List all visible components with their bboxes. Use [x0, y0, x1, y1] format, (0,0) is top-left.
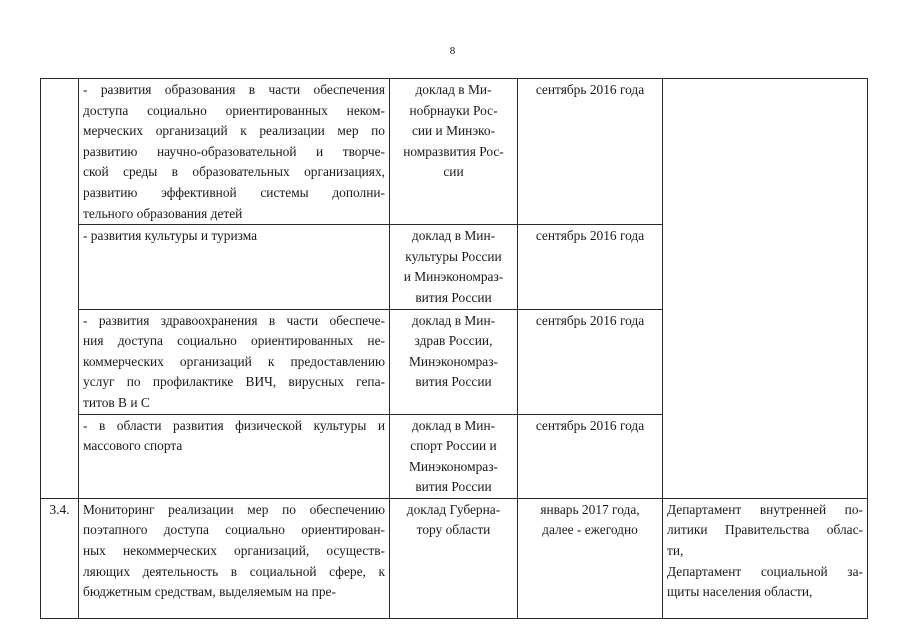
text-line: сии и Минэко- — [411, 123, 496, 139]
text-line: вития России — [415, 374, 492, 390]
text-line: ляющих деятельность в социальной сфере, к — [83, 563, 385, 579]
text-line: доклад в Мин- — [411, 312, 496, 328]
measure-text-cell — [79, 79, 390, 225]
text-line: Департамент социальной за- — [667, 563, 863, 579]
text-line: бюджетным средствам, выделяемым на пре- — [83, 584, 336, 600]
deadline-cell — [518, 498, 663, 618]
text-line: сии — [443, 164, 464, 180]
text-line: - в области развития физической культуры и — [83, 417, 385, 433]
text-line: Мониторинг реализации мер по обеспечению — [83, 501, 385, 517]
text-line: ти, — [667, 543, 684, 559]
deadline-cell: сентябрь 2016 года — [518, 414, 663, 498]
executor-cell — [663, 498, 868, 618]
text-line: - развития образования в части обеспечения — [83, 82, 385, 97]
text-line: вития России — [415, 289, 492, 305]
report-form-cell — [390, 309, 518, 414]
text-line: мерческих организаций к реализации мер по — [83, 123, 385, 139]
measure-text-cell — [79, 414, 390, 498]
text-line: коммерческих организаций к предоставлению — [83, 353, 385, 369]
text-line: доклад в Ми- — [415, 82, 492, 97]
text-line: доклад в Мин- — [411, 417, 496, 433]
text-line: - развития культуры и туризма — [83, 228, 258, 244]
text-line: далее - ежегодно — [542, 522, 638, 538]
deadline-cell: сентябрь 2016 года — [518, 79, 663, 225]
deadline-cell: сентябрь 2016 года — [518, 225, 663, 309]
deadline-cell: сентябрь 2016 года — [518, 309, 663, 414]
text-line: литики Правительства облас- — [667, 522, 863, 538]
text-line: культуры России — [405, 248, 502, 264]
text-line: январь 2017 года, — [540, 501, 640, 517]
report-form-cell — [390, 225, 518, 309]
text-line: вития России — [415, 479, 492, 495]
text-line: поэтапного доступа социально ориентирован- — [83, 522, 385, 538]
text-line: ния доступа социально ориентированных не- — [83, 333, 385, 349]
measure-text-cell — [79, 225, 390, 309]
table-body — [41, 79, 868, 619]
report-form-cell — [390, 79, 518, 225]
text-line: услуг по профилактике ВИЧ, вирусных гепа- — [83, 374, 385, 390]
text-line: доклад Губерна- — [406, 501, 501, 517]
text-line: спорт России и — [410, 438, 497, 454]
row-number-cell: 3.4. — [41, 498, 79, 618]
report-form-cell — [390, 414, 518, 498]
text-line: здрав России, — [414, 333, 493, 349]
text-line: тельного образования детей — [83, 205, 243, 221]
text-line: ных некоммерческих организаций, осуществ- — [83, 543, 385, 559]
text-line: Департамент внутренней по- — [667, 501, 863, 517]
text-line: и Минэкономраз- — [403, 269, 504, 285]
measure-text-cell — [79, 498, 390, 618]
text-line: доклад в Мин- — [411, 228, 496, 244]
measures-table — [40, 78, 868, 619]
table-row — [41, 498, 868, 618]
executor-cell — [663, 79, 868, 499]
page-number: 8 — [449, 45, 456, 57]
table-row — [41, 79, 868, 225]
text-line: титов В и С — [83, 394, 150, 410]
text-line: развитию научно-образовательной и творче- — [83, 143, 385, 159]
text-line: Минэкономраз- — [409, 353, 498, 369]
text-line: Минэкономраз- — [409, 458, 498, 474]
text-line: номразвития Рос- — [403, 143, 504, 159]
text-line: тору области — [416, 522, 491, 538]
text-line: ской среды в образовательных организациях, — [83, 164, 385, 180]
report-form-cell — [390, 498, 518, 618]
text-line: развитию эффективной системы дополни- — [83, 184, 385, 200]
text-line: доступа социально ориентированных неком- — [83, 102, 385, 118]
measure-text-cell — [79, 309, 390, 414]
text-line: щиты населения области, — [667, 584, 813, 600]
text-line: - развития здравоохранения в части обеспече- — [83, 312, 385, 328]
row-number-cell — [41, 79, 79, 499]
text-line: нобрнауки Рос- — [409, 102, 498, 118]
text-line: массового спорта — [83, 438, 183, 454]
